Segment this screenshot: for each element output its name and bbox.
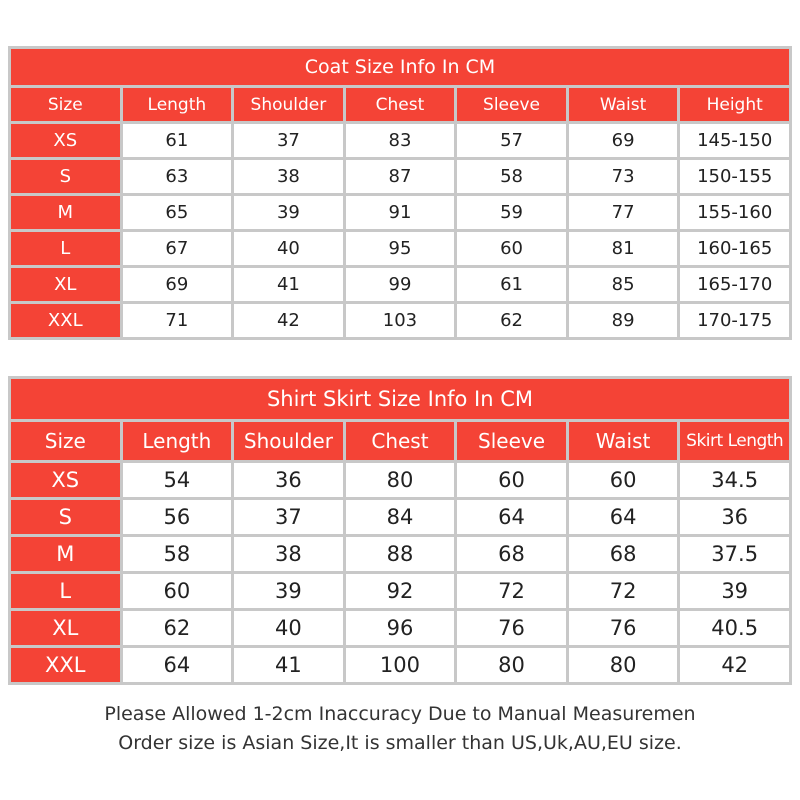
coat-cell: 69	[569, 124, 678, 157]
coat-cell: 95	[346, 232, 455, 265]
coat-header-shoulder: Shoulder	[234, 88, 343, 121]
coat-cell: 155-160	[680, 196, 789, 229]
coat-size-label: S	[11, 160, 120, 193]
shirt-header-skirt-length: Skirt Length	[680, 422, 789, 460]
shirt-size-label: XL	[11, 611, 120, 645]
shirt-header-length: Length	[123, 422, 232, 460]
shirt-cell: 72	[457, 574, 566, 608]
coat-size-label: XXL	[11, 304, 120, 337]
shirt-row-m	[11, 537, 789, 571]
coat-cell: 38	[234, 160, 343, 193]
shirt-cell: 84	[346, 500, 455, 534]
coat-size-table	[8, 46, 792, 340]
coat-cell: 170-175	[680, 304, 789, 337]
coat-row-m	[11, 196, 789, 229]
coat-cell: 71	[123, 304, 232, 337]
asian-size-note: Order size is Asian Size,It is smaller than US,Uk,AU,EU size.	[118, 732, 682, 754]
coat-cell: 83	[346, 124, 455, 157]
coat-cell: 40	[234, 232, 343, 265]
coat-header-height: Height	[680, 88, 789, 121]
measurement-note: Please Allowed 1-2cm Inaccuracy Due to Manual Measuremen	[104, 703, 696, 725]
shirt-cell: 100	[346, 648, 455, 682]
shirt-cell: 96	[346, 611, 455, 645]
shirt-header-shoulder: Shoulder	[234, 422, 343, 460]
coat-cell: 58	[457, 160, 566, 193]
coat-header-sleeve: Sleeve	[457, 88, 566, 121]
shirt-cell: 58	[123, 537, 232, 571]
shirt-cell: 40	[234, 611, 343, 645]
shirt-cell: 36	[234, 463, 343, 497]
coat-cell: 61	[457, 268, 566, 301]
shirt-cell: 80	[569, 648, 678, 682]
shirt-cell: 54	[123, 463, 232, 497]
coat-cell: 91	[346, 196, 455, 229]
coat-cell: 37	[234, 124, 343, 157]
shirt-row-l	[11, 574, 789, 608]
coat-cell: 99	[346, 268, 455, 301]
coat-cell: 165-170	[680, 268, 789, 301]
coat-cell: 89	[569, 304, 678, 337]
shirt-header-sleeve: Sleeve	[457, 422, 566, 460]
shirt-cell: 72	[569, 574, 678, 608]
coat-table-title: Coat Size Info In CM	[11, 49, 789, 85]
shirt-cell: 37.5	[680, 537, 789, 571]
coat-size-label: XS	[11, 124, 120, 157]
coat-cell: 69	[123, 268, 232, 301]
shirt-cell: 62	[123, 611, 232, 645]
coat-row-xs	[11, 124, 789, 157]
shirt-header-size: Size	[11, 422, 120, 460]
shirt-cell: 60	[569, 463, 678, 497]
shirt-header-row	[11, 422, 789, 460]
coat-header-waist: Waist	[569, 88, 678, 121]
coat-size-label: XL	[11, 268, 120, 301]
shirt-size-label: M	[11, 537, 120, 571]
coat-cell: 42	[234, 304, 343, 337]
shirt-row-s	[11, 500, 789, 534]
shirt-cell: 92	[346, 574, 455, 608]
shirt-cell: 68	[569, 537, 678, 571]
coat-cell: 150-155	[680, 160, 789, 193]
coat-cell: 59	[457, 196, 566, 229]
shirt-size-label: XXL	[11, 648, 120, 682]
coat-cell: 65	[123, 196, 232, 229]
shirt-skirt-size-table	[8, 376, 792, 685]
coat-header-row	[11, 88, 789, 121]
coat-cell: 57	[457, 124, 566, 157]
shirt-cell: 60	[457, 463, 566, 497]
coat-row-s	[11, 160, 789, 193]
shirt-header-chest: Chest	[346, 422, 455, 460]
coat-cell: 77	[569, 196, 678, 229]
coat-cell: 160-165	[680, 232, 789, 265]
coat-cell: 67	[123, 232, 232, 265]
shirt-size-label: S	[11, 500, 120, 534]
shirt-size-label: L	[11, 574, 120, 608]
shirt-size-label: XS	[11, 463, 120, 497]
shirt-cell: 37	[234, 500, 343, 534]
coat-cell: 145-150	[680, 124, 789, 157]
coat-size-grid	[8, 46, 792, 340]
coat-size-label: L	[11, 232, 120, 265]
shirt-cell: 64	[569, 500, 678, 534]
coat-cell: 81	[569, 232, 678, 265]
coat-cell: 103	[346, 304, 455, 337]
shirt-cell: 39	[234, 574, 343, 608]
shirt-cell: 64	[457, 500, 566, 534]
shirt-cell: 60	[123, 574, 232, 608]
shirt-cell: 41	[234, 648, 343, 682]
shirt-cell: 56	[123, 500, 232, 534]
shirt-row-xl	[11, 611, 789, 645]
shirt-row-xxl	[11, 648, 789, 682]
shirt-cell: 39	[680, 574, 789, 608]
coat-cell: 39	[234, 196, 343, 229]
shirt-cell: 34.5	[680, 463, 789, 497]
coat-cell: 85	[569, 268, 678, 301]
coat-header-size: Size	[11, 88, 120, 121]
coat-cell: 63	[123, 160, 232, 193]
coat-row-xl	[11, 268, 789, 301]
shirt-cell: 36	[680, 500, 789, 534]
coat-cell: 60	[457, 232, 566, 265]
shirt-cell: 64	[123, 648, 232, 682]
shirt-cell: 76	[569, 611, 678, 645]
coat-cell: 62	[457, 304, 566, 337]
shirt-cell: 68	[457, 537, 566, 571]
coat-cell: 87	[346, 160, 455, 193]
shirt-cell: 80	[457, 648, 566, 682]
coat-size-label: M	[11, 196, 120, 229]
shirt-table-title: Shirt Skirt Size Info In CM	[11, 379, 789, 419]
shirt-cell: 88	[346, 537, 455, 571]
shirt-cell: 76	[457, 611, 566, 645]
shirt-cell: 38	[234, 537, 343, 571]
coat-row-xxl	[11, 304, 789, 337]
coat-cell: 73	[569, 160, 678, 193]
coat-header-length: Length	[123, 88, 232, 121]
coat-row-l	[11, 232, 789, 265]
coat-header-chest: Chest	[346, 88, 455, 121]
shirt-cell: 80	[346, 463, 455, 497]
shirt-skirt-size-grid	[8, 376, 792, 685]
coat-cell: 41	[234, 268, 343, 301]
shirt-cell: 42	[680, 648, 789, 682]
shirt-header-waist: Waist	[569, 422, 678, 460]
shirt-cell: 40.5	[680, 611, 789, 645]
shirt-row-xs	[11, 463, 789, 497]
coat-cell: 61	[123, 124, 232, 157]
